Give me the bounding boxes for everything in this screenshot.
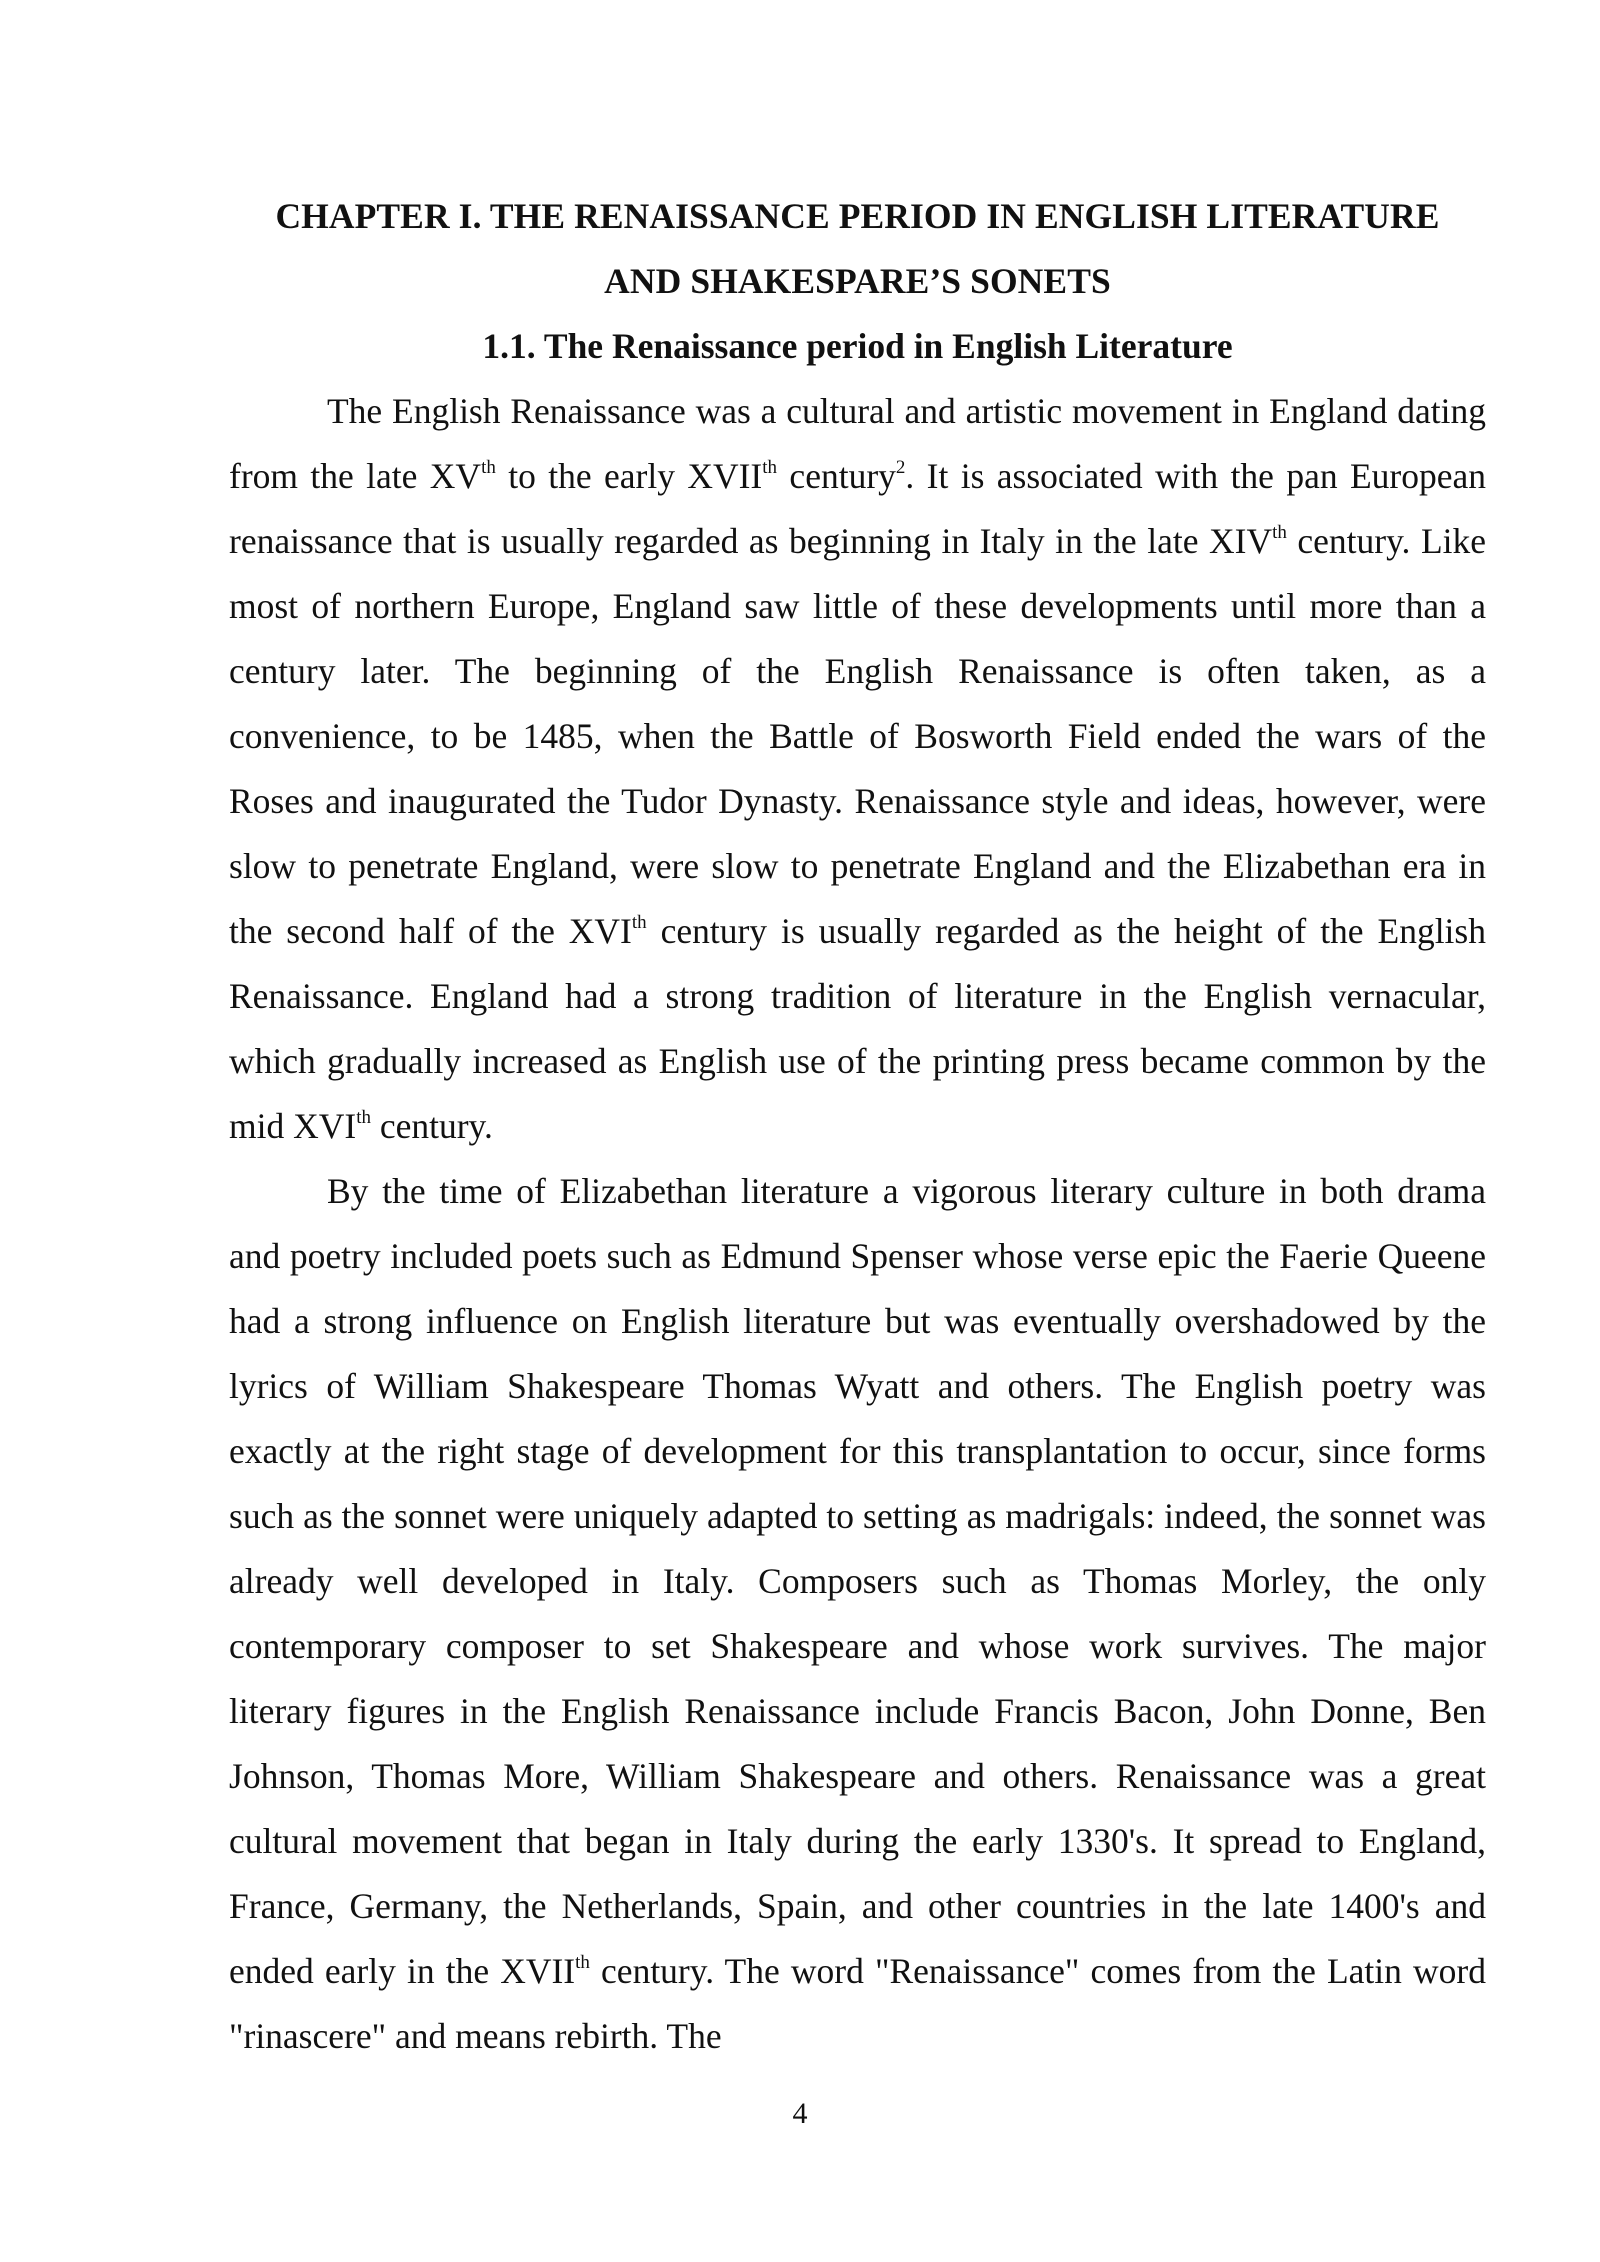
paragraph-1 [229, 379, 1486, 1159]
chapter-title [229, 184, 1486, 314]
superscript: th [481, 457, 496, 478]
paragraph-2-text: century. The word "Renaissance" comes from the Latin word "rinascere" and means rebirth. The [229, 1951, 1486, 2056]
superscript: th [575, 1952, 590, 1973]
paragraph-1-text: . It is associated with the pan European renaissance that is usually regarded as beginning in Italy in the late XIV [229, 456, 1486, 561]
paragraph-1-text: century. [370, 1106, 493, 1146]
chapter-title-line-2: AND SHAKESPARE’S SONETS [604, 261, 1111, 301]
superscript: th [762, 457, 778, 478]
document-page [229, 184, 1486, 2069]
footnote-reference: 2 [895, 457, 906, 478]
paragraph-1-text: to the early XVII [495, 456, 763, 496]
superscript: th [631, 912, 647, 933]
superscript: th [356, 1107, 371, 1128]
section-title: 1.1. The Renaissance period in English Literature [482, 326, 1233, 366]
chapter-title-line-1: CHAPTER I. THE RENAISSANCE PERIOD IN ENGLISH LITERATURE [275, 196, 1440, 236]
paragraph-2 [229, 1159, 1486, 2069]
superscript: th [1272, 522, 1287, 543]
paragraph-1-text: century [777, 456, 896, 496]
paragraph-1-text: century. Like most of northern Europe, England saw little of these developments until more than a century later. The beginning of the English Renaissance is often taken, as a convenience, to be 1485, when the Battle of Bosworth Field ended the wars of the Roses and inaugurated the Tudor Dynasty. Renaissance style and ideas, however, were slow to penetrate England, were slow to penetrate England and the Elizabethan era in the second half of the XVI [229, 521, 1487, 951]
paragraph-2-text: By the time of Elizabethan literature a vigorous literary culture in both drama and poetry included poets such as Edmund Spenser whose verse epic the Faerie Queene had a strong influence on English literature but was eventually overshadowed by the lyrics of William Shakespeare Thomas Wyatt and others. The English poetry was exactly at the right stage of development for this transplantation to occur, since forms such as the sonnet were uniquely adapted to setting as madrigals: indeed, the sonnet was already well developed in Italy. Composers such as Thomas Morley, the only contemporary composer to set Shakespeare and whose work survives. The major literary figures in the English Renaissance include Francis Bacon, John Donne, Ben Johnson, Thomas More, William Shakespeare and others. Renaissance was a great cultural movement that began in Italy during the early 1330's. It spread to England, France, Germany, the Netherlands, Spain, and other countries in the late 1400's and ended early in the XVII [229, 1171, 1486, 1991]
paragraph-1-text: century is usually regarded as the height of the English Renaissance. England had a strong tradition of literature in the English vernacular, which gradually increased as English use of the printing press became common by the mid XVI [229, 911, 1486, 1146]
paragraph-1-text: The English Renaissance was a cultural and artistic movement in England dating from the late XV [229, 391, 1486, 496]
page-number: 4 [792, 2097, 808, 2130]
